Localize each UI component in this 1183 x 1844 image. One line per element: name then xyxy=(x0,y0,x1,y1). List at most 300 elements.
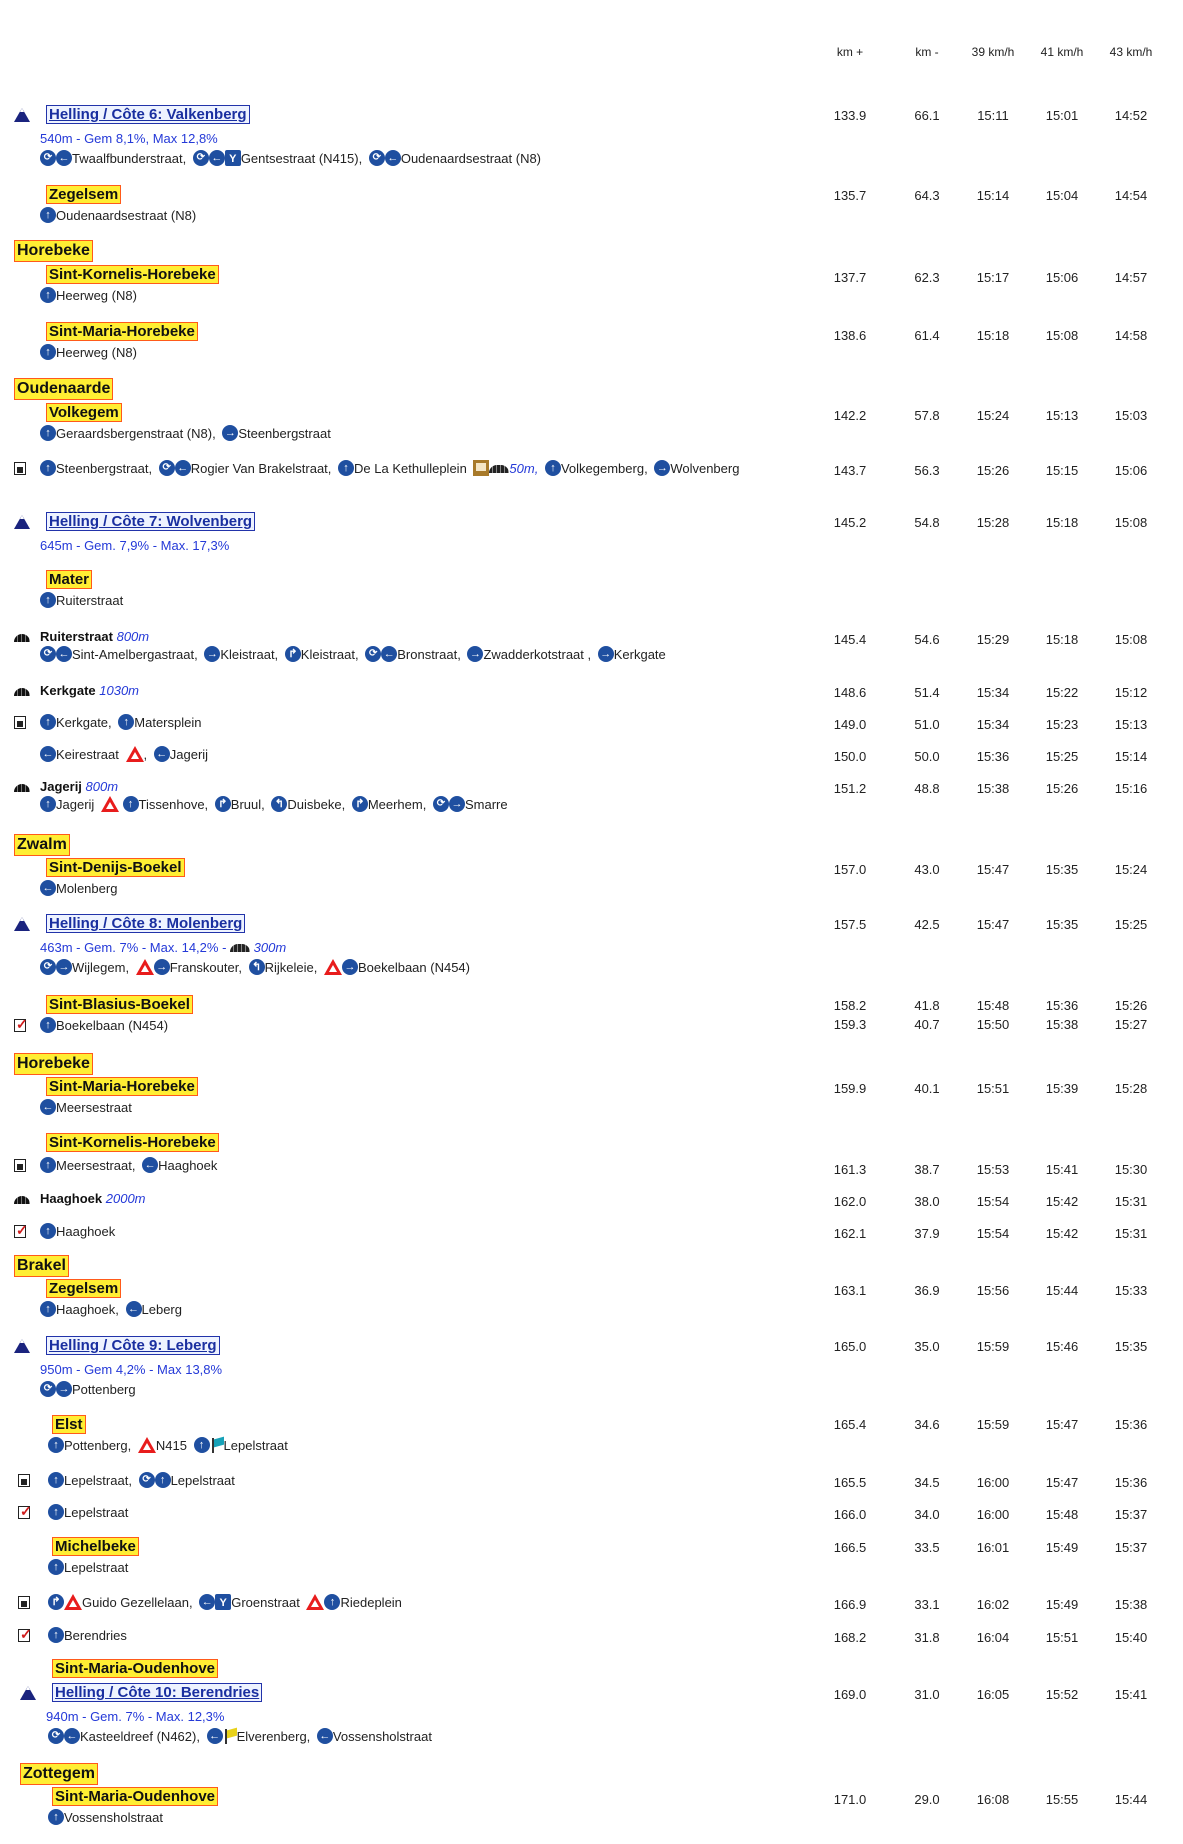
km-min-value: 42.5 xyxy=(914,917,940,932)
street-line: ←Meersestraat xyxy=(40,1099,135,1117)
warning-sign-icon xyxy=(101,796,119,812)
time-41-value: 15:44 xyxy=(1045,1283,1079,1298)
village-label: Sint-Denijs-Boekel xyxy=(46,858,185,877)
time-41-value: 15:47 xyxy=(1045,1417,1079,1432)
km-min-value: 29.0 xyxy=(914,1792,940,1807)
time-41-value: 15:15 xyxy=(1045,463,1079,478)
village-label: Sint-Maria-Oudenhove xyxy=(52,1659,218,1678)
warning-sign-icon xyxy=(324,959,342,975)
time-41-value: 15:49 xyxy=(1045,1540,1079,1555)
km-plus-value: 158.2 xyxy=(833,998,867,1013)
flag-icon xyxy=(223,1728,237,1744)
street-line: ↑Lepelstraat, ⟳↑ Lepelstraat xyxy=(48,1472,238,1490)
km-min-value: 31.8 xyxy=(914,1630,940,1645)
climb-title[interactable]: Helling / Côte 10: Berendries xyxy=(52,1683,262,1702)
km-min-value: 56.3 xyxy=(914,463,940,478)
roundabout-icon xyxy=(139,1472,155,1488)
km-min-value: 50.0 xyxy=(914,749,940,764)
straight-arrow-icon xyxy=(48,1627,64,1643)
roundabout-icon xyxy=(433,796,449,812)
km-min-value: 64.3 xyxy=(914,188,940,203)
left-arrow-icon xyxy=(209,150,225,166)
roundabout-icon xyxy=(365,646,381,662)
km-min-value: 57.8 xyxy=(914,408,940,423)
time-39-value: 15:34 xyxy=(976,685,1010,700)
header-km-plus: km + xyxy=(836,45,864,59)
right-arrow-icon xyxy=(467,646,483,662)
checkpoint-icon xyxy=(14,1225,26,1238)
time-41-value: 15:39 xyxy=(1045,1081,1079,1096)
right-arrow-icon xyxy=(56,959,72,975)
km-plus-value: 145.2 xyxy=(833,515,867,530)
time-39-value: 15:59 xyxy=(976,1339,1010,1354)
left-arrow-icon xyxy=(56,150,72,166)
time-39-value: 15:36 xyxy=(976,749,1010,764)
km-plus-value: 159.9 xyxy=(833,1081,867,1096)
mountain-icon xyxy=(14,1338,30,1354)
time-39-value: 15:56 xyxy=(976,1283,1010,1298)
climb-stats: 940m - Gem. 7% - Max. 12,3% xyxy=(46,1709,225,1724)
time-39-value: 15:48 xyxy=(976,998,1010,1013)
km-plus-value: 148.6 xyxy=(833,685,867,700)
straight-arrow-icon xyxy=(545,460,561,476)
roundabout-icon xyxy=(40,646,56,662)
street-line: ↑Vossensholstraat xyxy=(48,1809,166,1827)
time-39-value: 15:29 xyxy=(976,632,1010,647)
km-plus-value: 165.0 xyxy=(833,1339,867,1354)
time-39-value: 15:14 xyxy=(976,188,1010,203)
street-line: ↑Heerweg (N8) xyxy=(40,344,140,362)
km-plus-value: 166.5 xyxy=(833,1540,867,1555)
bear-left-icon xyxy=(271,796,287,812)
km-min-value: 34.6 xyxy=(914,1417,940,1432)
street-line: ↑Berendries xyxy=(48,1627,130,1645)
km-min-value: 41.8 xyxy=(914,998,940,1013)
right-arrow-icon xyxy=(154,959,170,975)
street-line: ↑Geraardsbergenstraat (N8), → Steenbergstraat xyxy=(40,425,334,443)
street-line: ←Keirestraat , ← Jagerij xyxy=(40,746,211,764)
bear-right-icon xyxy=(48,1594,64,1610)
time-41-value: 15:38 xyxy=(1045,1017,1079,1032)
time-39-value: 15:59 xyxy=(976,1417,1010,1432)
roundabout-icon xyxy=(40,150,56,166)
header-39kmh: 39 km/h xyxy=(971,45,1015,59)
street-line: ↑Boekelbaan (N454) xyxy=(40,1017,171,1035)
street-line: ↑Kerkgate, ↑ Matersplein xyxy=(40,714,204,732)
right-arrow-icon xyxy=(342,959,358,975)
km-min-value: 34.5 xyxy=(914,1475,940,1490)
time-41-value: 15:13 xyxy=(1045,408,1079,423)
time-39-value: 16:01 xyxy=(976,1540,1010,1555)
time-43-value: 15:37 xyxy=(1114,1507,1148,1522)
mountain-icon xyxy=(20,1685,36,1701)
roundabout-icon xyxy=(48,1728,64,1744)
bear-left-icon xyxy=(249,959,265,975)
street-line: ⟳←Sint-Amelbergastraat, → Kleistraat, ↱ Kleistraat, ⟳← Bronstraat, → Zwadderkotstraat , → Kerkgate xyxy=(40,646,669,664)
photo-marker-icon xyxy=(18,1596,30,1609)
km-min-value: 66.1 xyxy=(914,108,940,123)
straight-arrow-icon xyxy=(48,1504,64,1520)
left-arrow-icon xyxy=(317,1728,333,1744)
straight-arrow-icon xyxy=(118,714,134,730)
checkpoint-icon xyxy=(14,1019,26,1032)
time-43-value: 14:57 xyxy=(1114,270,1148,285)
village-label: Mater xyxy=(46,570,92,589)
checkpoint-icon xyxy=(18,1629,30,1642)
straight-arrow-icon xyxy=(40,592,56,608)
right-arrow-icon xyxy=(222,425,238,441)
time-41-value: 15:23 xyxy=(1045,717,1079,732)
time-39-value: 15:50 xyxy=(976,1017,1010,1032)
km-plus-value: 168.2 xyxy=(833,1630,867,1645)
time-41-value: 15:46 xyxy=(1045,1339,1079,1354)
left-arrow-icon xyxy=(154,746,170,762)
town-label: Brakel xyxy=(14,1255,69,1277)
climb-title[interactable]: Helling / Côte 7: Wolvenberg xyxy=(46,512,255,531)
straight-arrow-icon xyxy=(48,1472,64,1488)
town-label: Zottegem xyxy=(20,1763,98,1785)
time-43-value: 15:12 xyxy=(1114,685,1148,700)
climb-title[interactable]: Helling / Côte 9: Leberg xyxy=(46,1336,220,1355)
right-arrow-icon xyxy=(56,1381,72,1397)
km-plus-value: 169.0 xyxy=(833,1687,867,1702)
time-39-value: 16:05 xyxy=(976,1687,1010,1702)
km-plus-value: 138.6 xyxy=(833,328,867,343)
time-39-value: 15:17 xyxy=(976,270,1010,285)
time-43-value: 15:24 xyxy=(1114,862,1148,877)
roundabout-icon xyxy=(369,150,385,166)
climb-stats: 950m - Gem 4,2% - Max 13,8% xyxy=(40,1362,223,1377)
street-line: ↱Guido Gezellelaan, ←Y Groenstraat ↑ Riedeplein xyxy=(48,1594,405,1612)
km-min-value: 43.0 xyxy=(914,862,940,877)
time-43-value: 15:40 xyxy=(1114,1630,1148,1645)
km-min-value: 38.7 xyxy=(914,1162,940,1177)
cobble-sector: Ruiterstraat 800m xyxy=(40,629,150,644)
warning-sign-icon xyxy=(136,959,154,975)
time-43-value: 15:26 xyxy=(1114,998,1148,1013)
km-min-value: 61.4 xyxy=(914,328,940,343)
time-41-value: 15:06 xyxy=(1045,270,1079,285)
km-min-value: 38.0 xyxy=(914,1194,940,1209)
straight-arrow-icon xyxy=(40,207,56,223)
km-plus-value: 162.1 xyxy=(833,1226,867,1241)
roundabout-icon xyxy=(159,460,175,476)
checkpoint-icon xyxy=(18,1506,30,1519)
column-header xyxy=(0,45,1183,61)
time-41-value: 15:22 xyxy=(1045,685,1079,700)
street-line: ⟳←Twaalfbunderstraat, ⟳←Y Gentsestraat (N415), ⟳← Oudenaardsestraat (N8) xyxy=(40,150,544,168)
climb-title[interactable]: Helling / Côte 8: Molenberg xyxy=(46,914,245,933)
time-39-value: 15:34 xyxy=(976,717,1010,732)
km-min-value: 62.3 xyxy=(914,270,940,285)
roundabout-icon xyxy=(193,150,209,166)
time-39-value: 15:26 xyxy=(976,463,1010,478)
time-39-value: 15:47 xyxy=(976,862,1010,877)
time-43-value: 15:08 xyxy=(1114,515,1148,530)
cobble-sector: Haaghoek 2000m xyxy=(40,1191,146,1206)
village-label: Volkegem xyxy=(46,403,122,422)
km-plus-value: 137.7 xyxy=(833,270,867,285)
time-43-value: 15:41 xyxy=(1114,1687,1148,1702)
time-43-value: 15:27 xyxy=(1114,1017,1148,1032)
photo-marker-icon xyxy=(18,1474,30,1487)
km-plus-value: 161.3 xyxy=(833,1162,867,1177)
flag-icon xyxy=(210,1437,224,1453)
left-arrow-icon xyxy=(199,1594,215,1610)
time-39-value: 16:08 xyxy=(976,1792,1010,1807)
time-43-value: 15:36 xyxy=(1114,1417,1148,1432)
street-line: ↑Haaghoek xyxy=(40,1223,118,1241)
mountain-icon xyxy=(14,107,30,123)
left-arrow-icon xyxy=(56,646,72,662)
km-plus-value: 149.0 xyxy=(833,717,867,732)
km-min-value: 36.9 xyxy=(914,1283,940,1298)
time-41-value: 15:18 xyxy=(1045,515,1079,530)
header-41kmh: 41 km/h xyxy=(1040,45,1084,59)
town-label: Horebeke xyxy=(14,240,93,262)
village-label: Elst xyxy=(52,1415,86,1434)
km-plus-value: 157.5 xyxy=(833,917,867,932)
left-arrow-icon xyxy=(40,746,56,762)
km-min-value: 33.5 xyxy=(914,1540,940,1555)
town-label: Horebeke xyxy=(14,1053,93,1075)
time-41-value: 15:01 xyxy=(1045,108,1079,123)
cobbles-icon xyxy=(489,463,509,473)
km-plus-value: 166.0 xyxy=(833,1507,867,1522)
time-39-value: 15:38 xyxy=(976,781,1010,796)
km-plus-value: 159.3 xyxy=(833,1017,867,1032)
time-43-value: 14:52 xyxy=(1114,108,1148,123)
town-label: Zwalm xyxy=(14,834,70,856)
right-arrow-icon xyxy=(654,460,670,476)
village-label: Sint-Kornelis-Horebeke xyxy=(46,1133,219,1152)
village-label: Zegelsem xyxy=(46,185,121,204)
straight-arrow-icon xyxy=(40,1223,56,1239)
km-min-value: 40.1 xyxy=(914,1081,940,1096)
straight-arrow-icon xyxy=(48,1437,64,1453)
time-39-value: 15:11 xyxy=(977,108,1009,123)
warning-sign-icon xyxy=(138,1437,156,1453)
cobble-sector: Kerkgate 1030m xyxy=(40,683,140,698)
straight-arrow-icon xyxy=(40,344,56,360)
km-min-value: 51.4 xyxy=(914,685,940,700)
time-43-value: 15:03 xyxy=(1114,408,1148,423)
km-plus-value: 143.7 xyxy=(833,463,867,478)
time-43-value: 15:35 xyxy=(1114,1339,1148,1354)
left-arrow-icon xyxy=(207,1728,223,1744)
time-43-value: 15:33 xyxy=(1114,1283,1148,1298)
km-min-value: 37.9 xyxy=(914,1226,940,1241)
time-39-value: 16:02 xyxy=(976,1597,1010,1612)
street-line: ↑Lepelstraat xyxy=(48,1559,131,1577)
landmark-icon xyxy=(473,460,489,476)
village-label: Zegelsem xyxy=(46,1279,121,1298)
km-plus-value: 142.2 xyxy=(833,408,867,423)
time-41-value: 15:08 xyxy=(1045,328,1079,343)
straight-arrow-icon xyxy=(40,1301,56,1317)
left-arrow-icon xyxy=(381,646,397,662)
photo-marker-icon xyxy=(14,462,26,475)
left-arrow-icon xyxy=(142,1157,158,1173)
street-line: ↑Steenbergstraat, ⟳← Rogier Van Brakelstraat, ↑ De La Kethulleplein 50m, ↑ Volkegemberg, → Wolvenberg xyxy=(40,460,780,478)
straight-arrow-icon xyxy=(40,1017,56,1033)
mountain-icon xyxy=(14,514,30,530)
left-arrow-icon xyxy=(40,880,56,896)
left-arrow-icon xyxy=(126,1301,142,1317)
street-line: ↑Jagerij ↑ Tissenhove, ↱ Bruul, ↰ Duisbeke, ↱ Meerhem, ⟳→ Smarre xyxy=(40,796,511,814)
km-plus-value: 150.0 xyxy=(833,749,867,764)
time-43-value: 15:16 xyxy=(1114,781,1148,796)
village-label: Sint-Kornelis-Horebeke xyxy=(46,265,219,284)
header-43kmh: 43 km/h xyxy=(1109,45,1153,59)
straight-arrow-icon xyxy=(324,1594,340,1610)
photo-marker-icon xyxy=(14,1159,26,1172)
km-min-value: 40.7 xyxy=(914,1017,940,1032)
time-41-value: 15:42 xyxy=(1045,1226,1079,1241)
straight-arrow-icon xyxy=(40,460,56,476)
warning-sign-icon xyxy=(64,1594,82,1610)
time-43-value: 15:31 xyxy=(1114,1226,1148,1241)
cobbles-icon xyxy=(230,942,250,952)
left-arrow-icon xyxy=(385,150,401,166)
time-41-value: 15:18 xyxy=(1045,632,1079,647)
time-39-value: 16:00 xyxy=(976,1507,1010,1522)
km-plus-value: 151.2 xyxy=(833,781,867,796)
km-plus-value: 162.0 xyxy=(833,1194,867,1209)
time-43-value: 15:06 xyxy=(1114,463,1148,478)
warning-sign-icon xyxy=(306,1594,324,1610)
time-43-value: 15:30 xyxy=(1114,1162,1148,1177)
km-plus-value: 157.0 xyxy=(833,862,867,877)
time-39-value: 16:00 xyxy=(976,1475,1010,1490)
roundabout-icon xyxy=(40,1381,56,1397)
time-43-value: 15:31 xyxy=(1114,1194,1148,1209)
right-arrow-icon xyxy=(204,646,220,662)
time-39-value: 15:47 xyxy=(976,917,1010,932)
time-43-value: 15:25 xyxy=(1114,917,1148,932)
village-label: Sint-Maria-Oudenhove xyxy=(52,1787,218,1806)
time-43-value: 15:37 xyxy=(1114,1540,1148,1555)
time-41-value: 15:04 xyxy=(1045,188,1079,203)
climb-stats: 463m - Gem. 7% - Max. 14,2% - 300m xyxy=(40,940,287,955)
km-plus-value: 135.7 xyxy=(833,188,867,203)
straight-arrow-icon xyxy=(40,1157,56,1173)
street-line: ⟳→Pottenberg xyxy=(40,1381,139,1399)
time-43-value: 14:58 xyxy=(1114,328,1148,343)
cobbles-icon xyxy=(14,778,30,794)
street-line: ⟳→Wijlegem, → Franskouter, ↰ Rijkeleie, → Boekelbaan (N454) xyxy=(40,959,473,977)
village-label: Sint-Maria-Horebeke xyxy=(46,1077,198,1096)
left-arrow-icon xyxy=(40,1099,56,1115)
climb-title[interactable]: Helling / Côte 6: Valkenberg xyxy=(46,105,250,124)
time-39-value: 15:18 xyxy=(976,328,1010,343)
roundabout-icon xyxy=(40,959,56,975)
climb-stats: 645m - Gem. 7,9% - Max. 17,3% xyxy=(40,538,230,553)
time-41-value: 15:36 xyxy=(1045,998,1079,1013)
bear-right-icon xyxy=(285,646,301,662)
right-arrow-icon xyxy=(598,646,614,662)
time-41-value: 15:52 xyxy=(1045,1687,1079,1702)
km-min-value: 31.0 xyxy=(914,1687,940,1702)
km-plus-value: 165.5 xyxy=(833,1475,867,1490)
time-41-value: 15:35 xyxy=(1045,917,1079,932)
straight-arrow-icon xyxy=(123,796,139,812)
village-label: Michelbeke xyxy=(52,1537,139,1556)
left-arrow-icon xyxy=(64,1728,80,1744)
street-line: ↑Oudenaardsestraat (N8) xyxy=(40,207,199,225)
km-min-value: 54.6 xyxy=(914,632,940,647)
km-min-value: 33.1 xyxy=(914,1597,940,1612)
time-43-value: 15:36 xyxy=(1114,1475,1148,1490)
km-min-value: 51.0 xyxy=(914,717,940,732)
time-41-value: 15:42 xyxy=(1045,1194,1079,1209)
time-41-value: 15:55 xyxy=(1045,1792,1079,1807)
time-41-value: 15:49 xyxy=(1045,1597,1079,1612)
cobble-sector: Jagerij 800m xyxy=(40,779,119,794)
time-43-value: 15:08 xyxy=(1114,632,1148,647)
time-39-value: 15:54 xyxy=(976,1226,1010,1241)
km-min-value: 54.8 xyxy=(914,515,940,530)
time-41-value: 15:35 xyxy=(1045,862,1079,877)
left-arrow-icon xyxy=(175,460,191,476)
time-43-value: 15:44 xyxy=(1114,1792,1148,1807)
cobbles-icon xyxy=(14,628,30,644)
km-plus-value: 163.1 xyxy=(833,1283,867,1298)
straight-arrow-icon xyxy=(48,1559,64,1575)
time-43-value: 14:54 xyxy=(1114,188,1148,203)
km-min-value: 34.0 xyxy=(914,1507,940,1522)
straight-arrow-icon xyxy=(40,714,56,730)
time-43-value: 15:13 xyxy=(1114,717,1148,732)
time-39-value: 16:04 xyxy=(976,1630,1010,1645)
time-41-value: 15:51 xyxy=(1045,1630,1079,1645)
straight-arrow-icon xyxy=(338,460,354,476)
bear-right-icon xyxy=(352,796,368,812)
km-plus-value: 133.9 xyxy=(833,108,867,123)
street-line: ↑Ruiterstraat xyxy=(40,592,126,610)
time-39-value: 15:51 xyxy=(976,1081,1010,1096)
straight-arrow-icon xyxy=(194,1437,210,1453)
km-min-value: 48.8 xyxy=(914,781,940,796)
mountain-icon xyxy=(14,916,30,932)
time-39-value: 15:24 xyxy=(976,408,1010,423)
straight-arrow-icon xyxy=(40,287,56,303)
climb-stats: 540m - Gem 8,1%, Max 12,8% xyxy=(40,131,218,146)
straight-arrow-icon xyxy=(40,425,56,441)
fork-sign-icon xyxy=(215,1594,231,1610)
time-41-value: 15:26 xyxy=(1045,781,1079,796)
street-line: ↑Heerweg (N8) xyxy=(40,287,140,305)
cobbles-icon xyxy=(14,682,30,698)
time-43-value: 15:28 xyxy=(1114,1081,1148,1096)
straight-arrow-icon xyxy=(40,796,56,812)
time-39-value: 15:28 xyxy=(976,515,1010,530)
photo-marker-icon xyxy=(14,716,26,729)
km-plus-value: 171.0 xyxy=(833,1792,867,1807)
town-label: Oudenaarde xyxy=(14,378,113,400)
straight-arrow-icon xyxy=(48,1809,64,1825)
time-39-value: 15:53 xyxy=(976,1162,1010,1177)
fork-sign-icon xyxy=(225,150,241,166)
km-min-value: 35.0 xyxy=(914,1339,940,1354)
street-line: ↑Haaghoek, ← Leberg xyxy=(40,1301,185,1319)
right-arrow-icon xyxy=(449,796,465,812)
time-43-value: 15:14 xyxy=(1114,749,1148,764)
street-line: ↑Meersestraat, ← Haaghoek xyxy=(40,1157,220,1175)
time-39-value: 15:54 xyxy=(976,1194,1010,1209)
km-plus-value: 145.4 xyxy=(833,632,867,647)
km-plus-value: 166.9 xyxy=(833,1597,867,1612)
